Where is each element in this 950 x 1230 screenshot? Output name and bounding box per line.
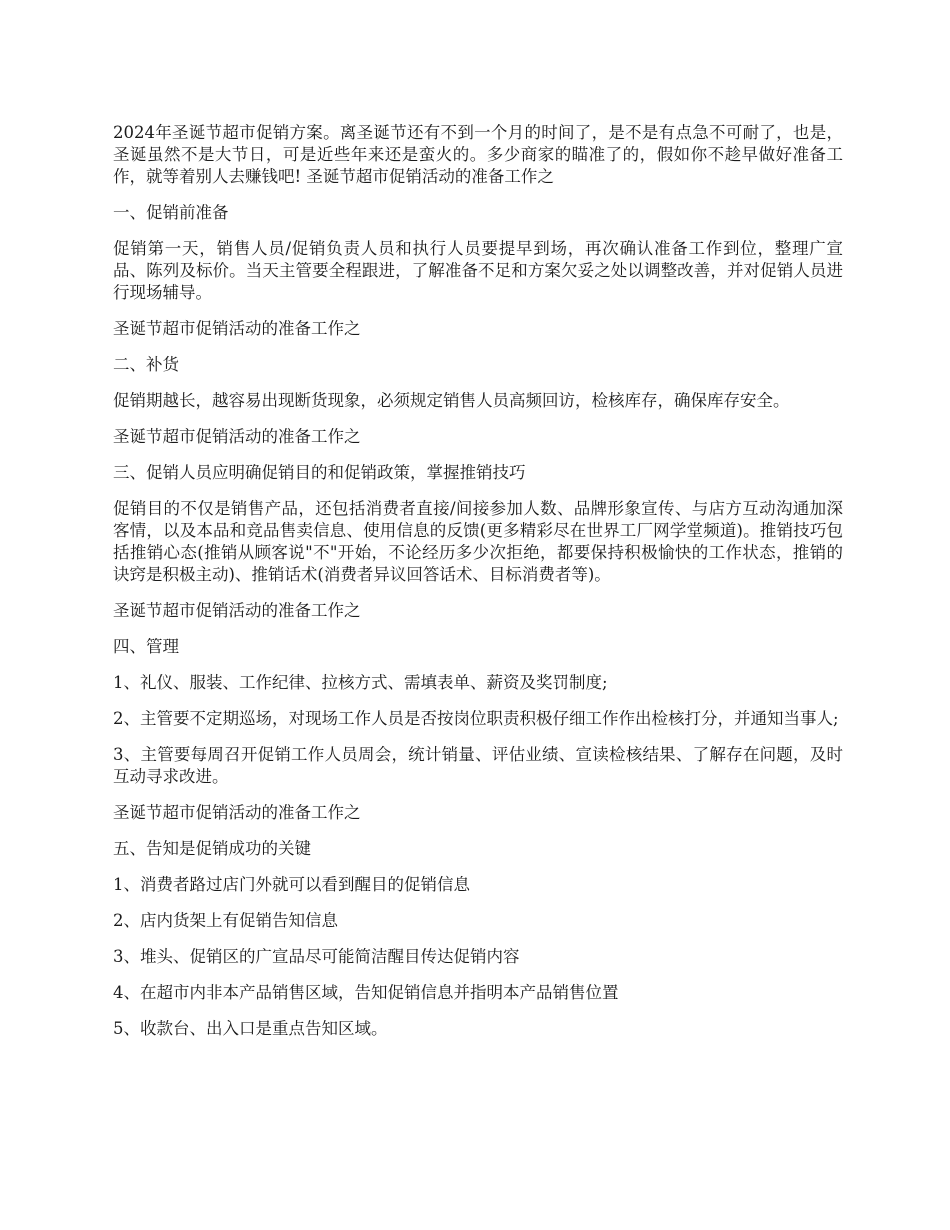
intro-paragraph: 2024年圣诞节超市促销方案。离圣诞节还有不到一个月的时间了，是不是有点急不可耐了，也是，圣诞虽然不是大节日，可是近些年来还是蛮火的。多少商家的瞄准了的，假如你不趁早做好准备工作，就等着别人去赚钱吧! 圣诞节超市促销活动的准备工作之 — [113, 123, 843, 186]
section-4-item: 1、礼仪、服装、工作纪律、拉核方式、需填表单、薪资及奖罚制度; — [113, 673, 608, 692]
section-4-item: 2、主管要不定期巡场，对现场工作人员是否按岗位职责积极仔细工作作出检核打分，并通知当事人; — [113, 709, 839, 728]
section-3-heading: 三、促销人员应明确促销目的和促销政策，掌握推销技巧 — [113, 463, 526, 482]
section-4-heading: 四、管理 — [113, 637, 179, 656]
section-5-item: 2、店内货架上有促销告知信息 — [113, 911, 338, 930]
section-1-heading: 一、促销前准备 — [113, 203, 229, 222]
section-2-heading: 二、补货 — [113, 355, 179, 374]
section-5-item: 3、堆头、促销区的广宣品尽可能简洁醒目传达促销内容 — [113, 947, 520, 966]
section-1-paragraph: 促销第一天，销售人员/促销负责人员和执行人员要提早到场，再次确认准备工作到位，整理广宣品、陈列及标价。当天主管要全程跟进，了解准备不足和方案欠妥之处以调整改善，并对促销人员进行现场辅导。 — [113, 239, 843, 302]
document-body — [113, 122, 843, 1054]
transition-line-4: 圣诞节超市促销活动的准备工作之 — [113, 803, 361, 822]
section-5-item: 4、在超市内非本产品销售区域，告知促销信息并指明本产品销售位置 — [113, 983, 619, 1002]
transition-line-2: 圣诞节超市促销活动的准备工作之 — [113, 427, 361, 446]
transition-line-1: 圣诞节超市促销活动的准备工作之 — [113, 319, 361, 338]
section-5-item: 1、消费者路过店门外就可以看到醒目的促销信息 — [113, 875, 470, 894]
section-4-item: 3、主管要每周召开促销工作人员周会，统计销量、评估业绩、宣读检核结果、了解存在问题，及时互动寻求改进。 — [113, 745, 843, 786]
section-2-paragraph: 促销期越长，越容易出现断货现象，必须规定销售人员高频回访，检核库存，确保库存安全。 — [113, 391, 790, 410]
section-5-heading: 五、告知是促销成功的关键 — [113, 839, 311, 858]
section-3-paragraph: 促销目的不仅是销售产品，还包括消费者直接/间接参加人数、品牌形象宣传、与店方互动沟通加深客情，以及本品和竞品售卖信息、使用信息的反馈(更多精彩尽在世界工厂网学堂频道)。推销技巧包括推销心态(推销从顾客说"不"开始，不论经历多少次拒绝，都要保持积极愉快的工作状态，推销的诀窍是积极主动)、推销话术(消费者异议回答话术、目标消费者等)。 — [113, 499, 843, 584]
section-5-item: 5、收款台、出入口是重点告知区域。 — [113, 1019, 388, 1038]
transition-line-3: 圣诞节超市促销活动的准备工作之 — [113, 601, 361, 620]
